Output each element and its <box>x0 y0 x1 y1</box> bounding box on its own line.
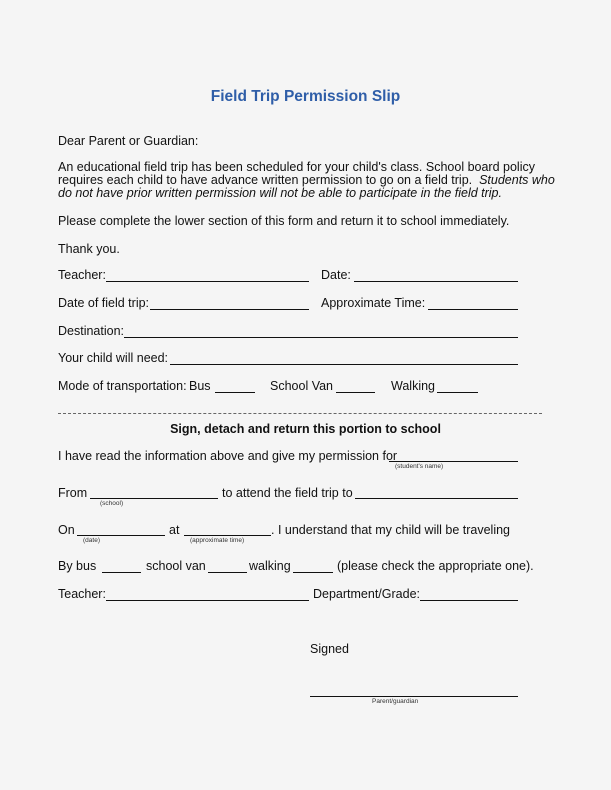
from-label: From <box>58 486 88 500</box>
teacher-line[interactable] <box>106 281 309 282</box>
van-label: School Van <box>270 379 334 393</box>
attend-text: to attend the field trip to <box>222 486 353 500</box>
intro-line-2: requires each child to have advance written permission to go on a field trip. Students who <box>58 173 555 187</box>
van-line[interactable] <box>336 392 375 393</box>
student-name-line[interactable] <box>389 461 518 462</box>
trip-on-date-line[interactable] <box>77 535 165 536</box>
student-caption: (student's name) <box>395 463 444 470</box>
intro-line-1: An educational field trip has been scheduled for your child's class. School board policy <box>58 160 535 174</box>
time-line[interactable] <box>428 309 518 310</box>
on-label: On <box>58 523 75 537</box>
thanks-text: Thank you. <box>58 242 120 256</box>
teacher-label: Teacher: <box>58 268 106 282</box>
by-bus-label: By bus <box>58 559 97 573</box>
signature-line[interactable] <box>310 696 518 697</box>
needs-label: Your child will need: <box>58 351 169 365</box>
date-caption: (date) <box>83 537 100 544</box>
travel-text: . I understand that my child will be traveling <box>271 523 511 537</box>
transport-label: Mode of transportation: <box>58 379 187 393</box>
date-label: Date: <box>321 268 351 282</box>
bus-label: Bus <box>189 379 211 393</box>
walking-line-lower[interactable] <box>293 572 333 573</box>
trip-date-label: Date of field trip: <box>58 296 150 310</box>
intro-line-3: do not have prior written permission will not be able to participate in the field trip. <box>58 186 502 200</box>
date-line[interactable] <box>354 281 518 282</box>
dept-label: Department/Grade: <box>313 587 420 601</box>
time-label: Approximate Time: <box>321 296 426 310</box>
walking-label-lower: walking <box>249 559 291 573</box>
trip-date-line[interactable] <box>150 309 309 310</box>
at-label: at <box>169 523 180 537</box>
time-caption: (approximate time) <box>190 537 245 544</box>
trip-time-line[interactable] <box>184 535 271 536</box>
bus-line[interactable] <box>215 392 255 393</box>
signed-label: Signed <box>310 642 349 656</box>
greeting: Dear Parent or Guardian: <box>58 134 199 148</box>
detach-divider <box>58 413 542 414</box>
teacher-line-lower[interactable] <box>106 600 309 601</box>
destination-line-2[interactable] <box>355 498 518 499</box>
by-bus-line[interactable] <box>102 572 141 573</box>
walking-line[interactable] <box>437 392 478 393</box>
school-line[interactable] <box>90 498 218 499</box>
needs-line[interactable] <box>170 364 518 365</box>
destination-line[interactable] <box>124 337 518 338</box>
teacher-label-lower: Teacher: <box>58 587 106 601</box>
school-caption: (school) <box>100 500 124 507</box>
sign-caption: Parent/guardian <box>372 698 419 705</box>
school-van-label: school van <box>146 559 206 573</box>
page-title: Field Trip Permission Slip <box>210 88 401 105</box>
dept-line[interactable] <box>420 600 518 601</box>
permission-text: I have read the information above and give my permission for <box>58 449 398 463</box>
instruction-text: Please complete the lower section of this form and return it to school immediately. <box>58 214 510 228</box>
detach-heading: Sign, detach and return this portion to school <box>170 422 441 436</box>
check-note: (please check the appropriate one). <box>337 559 534 573</box>
destination-label: Destination: <box>58 324 125 338</box>
walking-label: Walking <box>391 379 435 393</box>
school-van-line[interactable] <box>208 572 247 573</box>
